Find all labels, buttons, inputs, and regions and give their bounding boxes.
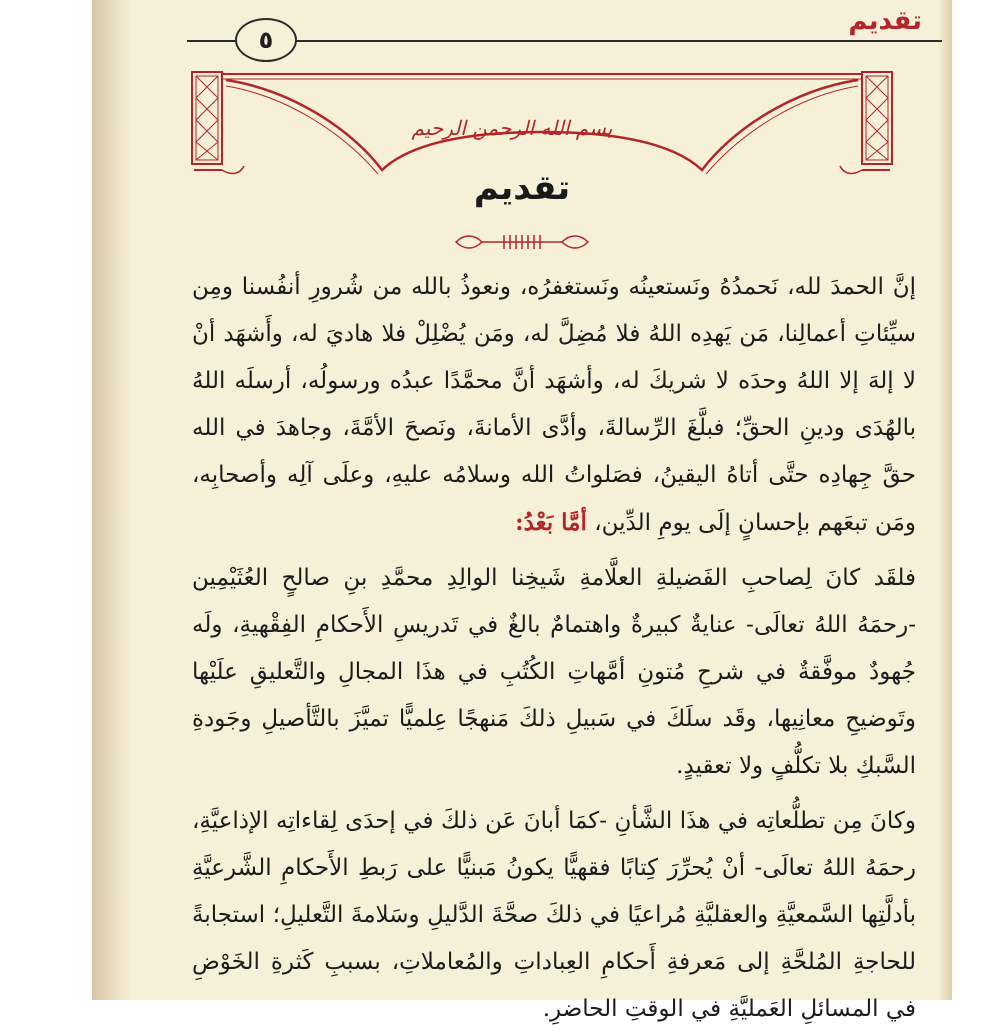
running-header-title: تقديم xyxy=(848,6,922,36)
page-number: ٥ xyxy=(258,26,274,54)
paragraph-1-text: إنَّ الحمدَ لله، نَحمدُهُ ونَستعينُه ونَستغفرُه، ونعوذُ بالله من شُرورِ أنفُسنا ومِن سيِّئاتِ أعمالِنا، مَن يَهدِه اللهُ فلا مُضِلَّ له، ومَن يُضْلِلْ فلا هاديَ له، وأَشهَد أنْ لا إلهَ إلا اللهُ وحدَه لا شريكَ له، وأشهَد أنَّ محمَّدًا عبدُه ورسولُه، أرسلَه اللهُ بالهُدَى ودينِ الحقِّ؛ فبلَّغَ الرِّسالةَ، وأدَّى الأمانةَ، ونَصحَ الأمَّةَ، وجاهدَ في الله حقَّ جِهادِه حتَّى أتاهُ اليقينُ، فصَلواتُ الله وسلامُه عليهِ، وعلَى آلِه وأصحابِه، ومَن تبعَهم بإحسانٍ إلَى يومِ الدِّين، xyxy=(192,274,916,536)
paragraph-3: وكانَ مِن تطلُّعاتِه في هذَا الشَّأنِ -كمَا أبانَ عَن ذلكَ في إحدَى لِقاءاتِه الإذاعيَّةِ، رحمَهُ اللهُ تعالَى- أنْ يُحرِّرَ كِتابًا فقهيًّا يكونُ مَبنيًّا على رَبطِ الأَحكامِ الشَّرعيَّةِ بأدلَّتِها السَّمعيَّةِ والعقليَّةِ مُراعيًا في ذلكَ صحَّةَ الدَّليلِ وسَلامةَ التَّعليلِ؛ استجابةً للحاجةِ المُلحَّةِ إلى مَعرفةِ أَحكامِ العِباداتِ والمُعاملاتِ، بسببِ كَثرةِ الخَوْضِ في المسائلِ العَمليَّةِ في الوقتِ الحاضرِ. xyxy=(192,808,916,1022)
amma-baad-phrase: أمَّا بَعْدُ: xyxy=(515,509,587,536)
book-page xyxy=(92,0,952,1022)
basmala-calligraphy: بسم الله الرحمن الرحيم xyxy=(411,116,613,140)
chapter-title: تقديم xyxy=(473,168,571,208)
paragraph-2: فلقَد كانَ لِصاحبِ الفَضيلةِ العلَّامةِ شَيخِنا الوالِدِ محمَّدِ بنِ صالحٍ العُثَيْمِين -رحمَهُ اللهُ تعالَى- عنايةٌ كبيرةٌ واهتمامٌ بالغٌ في تَدريسِ الأَحكامِ الفِقْهيةِ، ولَه جُهودٌ موفَّقةٌ في شرحِ مُتونِ أمَّهاتِ الكُتُبِ في هذَا المجالِ والتَّعليقِ علَيْها وتَوضيحِ معانِيها، وقَد سلَكَ في سَبيلِ ذلكَ مَنهجًا عِلميًّا تميَّزَ بالتَّأصيلِ وجَودةِ السَّبكِ بلا تكلُّفٍ ولا تعقيدٍ. xyxy=(192,565,916,779)
body-text xyxy=(192,264,916,1033)
paragraph-1 xyxy=(192,264,916,547)
title-divider-ornament xyxy=(452,232,592,252)
header-rule xyxy=(187,40,942,42)
page-number-frame xyxy=(235,18,297,62)
